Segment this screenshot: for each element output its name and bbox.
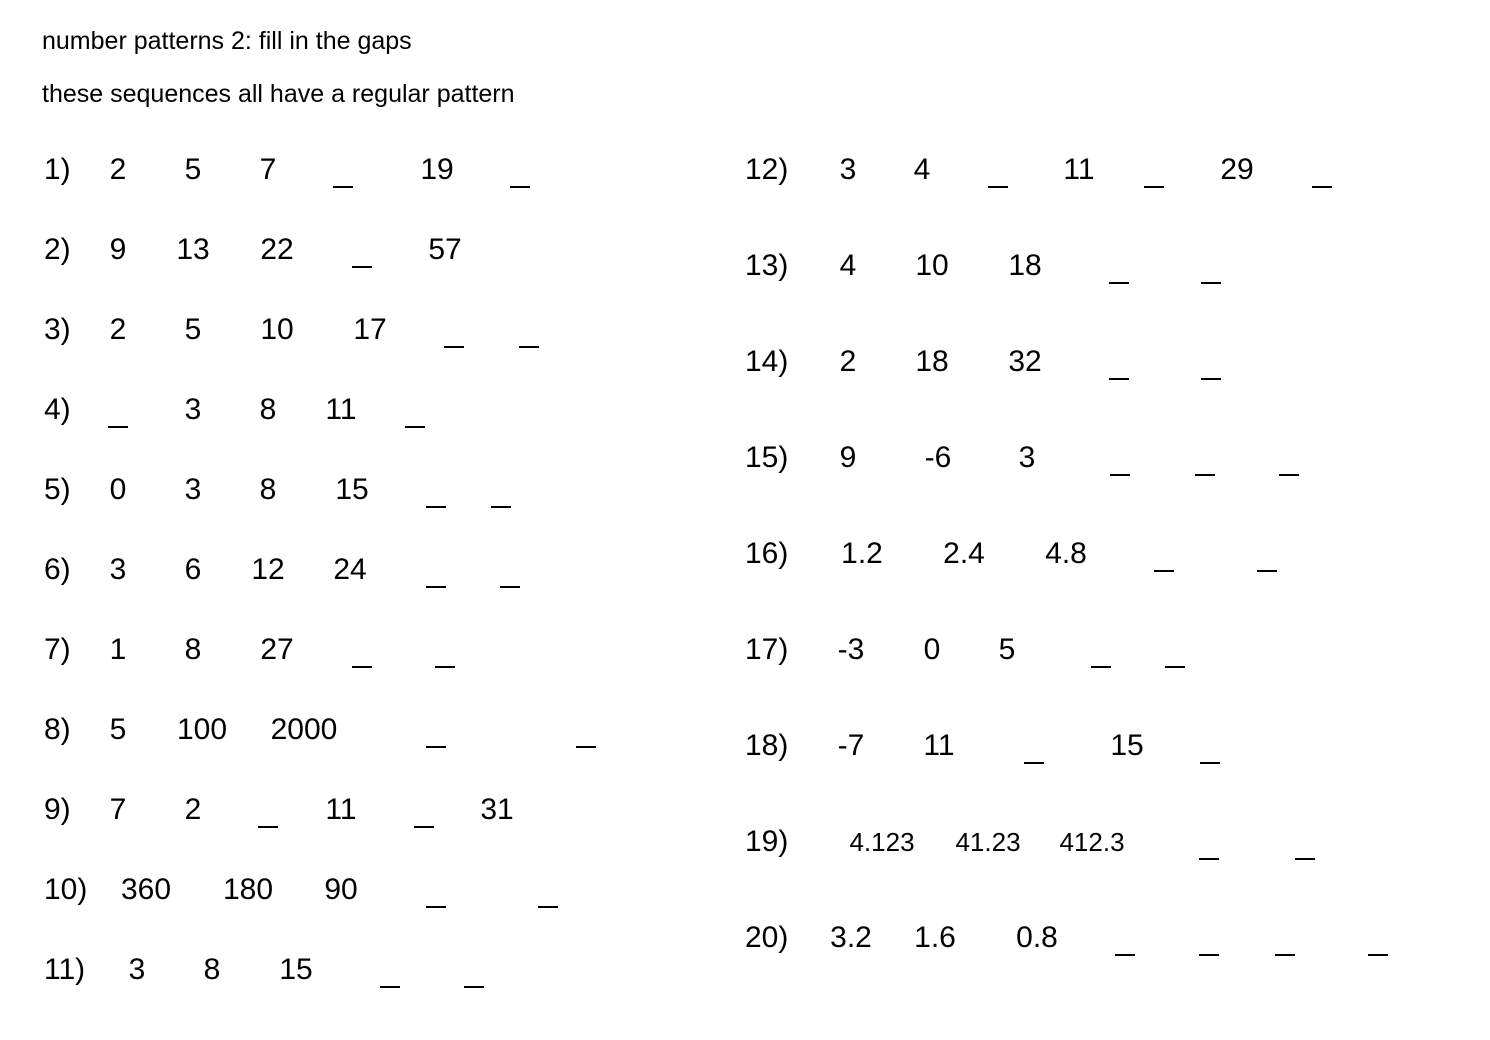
- sequence-term: 15: [335, 473, 369, 506]
- sequence-term: 2: [184, 793, 202, 826]
- sequence-term: 1.6: [914, 921, 956, 954]
- sequence-term: 11: [1063, 153, 1095, 186]
- answer-blank[interactable]: [1368, 954, 1388, 956]
- answer-blank[interactable]: [1295, 858, 1315, 860]
- sequence-term: 90: [324, 873, 358, 906]
- problem-number: 9): [44, 793, 71, 826]
- sequence-term: 0: [109, 473, 127, 506]
- sequence-term: 12: [251, 553, 285, 586]
- sequence-term: 3: [184, 473, 202, 506]
- sequence-term: 4.123: [849, 827, 915, 857]
- answer-blank[interactable]: [405, 426, 425, 428]
- sequence-term: 5: [184, 313, 202, 346]
- sequence-term: 0: [923, 633, 941, 666]
- sequence-term: 8: [203, 953, 221, 986]
- answer-blank[interactable]: [1195, 474, 1215, 476]
- answer-blank[interactable]: [1109, 282, 1129, 284]
- sequence-term: 6: [184, 553, 202, 586]
- answer-blank[interactable]: [1024, 762, 1044, 764]
- problem-number: 15): [745, 441, 789, 474]
- problem-number: 2): [44, 233, 71, 266]
- sequence-term: 10: [915, 249, 949, 282]
- sequence-term: 3: [839, 153, 857, 186]
- problem-number: 3): [44, 313, 71, 346]
- sequence-term: 24: [333, 553, 367, 586]
- sequence-term: 10: [260, 313, 294, 346]
- sequence-term: 100: [176, 713, 228, 746]
- sequence-term: 57: [428, 233, 462, 266]
- problem-row: [0, 390, 1490, 430]
- problem-number: 11): [44, 953, 86, 986]
- sequence-term: 3: [109, 553, 127, 586]
- sequence-term: 8: [259, 393, 277, 426]
- problem-row: [0, 918, 1490, 958]
- sequence-term: -6: [924, 441, 952, 474]
- sequence-term: 11: [325, 793, 357, 826]
- sequence-term: 2.4: [943, 537, 985, 570]
- sequence-term: 4.8: [1045, 537, 1087, 570]
- answer-blank[interactable]: [1115, 954, 1135, 956]
- answer-blank[interactable]: [500, 586, 520, 588]
- sequence-term: 31: [480, 793, 514, 826]
- answer-blank[interactable]: [426, 906, 446, 908]
- sequence-term: 5: [109, 713, 127, 746]
- problem-number: 6): [44, 553, 71, 586]
- sequence-term: 7: [259, 153, 277, 186]
- sequence-term: 0.8: [1016, 921, 1058, 954]
- sequence-term: 180: [222, 873, 274, 906]
- sequence-term: 15: [279, 953, 313, 986]
- answer-blank[interactable]: [1109, 378, 1129, 380]
- sequence-term: 2: [839, 345, 857, 378]
- sequence-term: 9: [839, 441, 857, 474]
- sequence-term: 4: [913, 153, 931, 186]
- problem-number: 14): [745, 345, 789, 378]
- problem-number: 8): [44, 713, 71, 746]
- problem-number: 17): [745, 633, 789, 666]
- sequence-term: 3: [128, 953, 146, 986]
- sequence-term: 27: [260, 633, 294, 666]
- answer-blank[interactable]: [108, 426, 128, 428]
- problem-row: [0, 630, 1490, 670]
- sequence-term: 8: [184, 633, 202, 666]
- answer-blank[interactable]: [426, 586, 446, 588]
- problem-row: [0, 726, 1490, 766]
- answer-blank[interactable]: [491, 506, 511, 508]
- sequence-term: 4: [839, 249, 857, 282]
- answer-blank[interactable]: [464, 986, 484, 988]
- answer-blank[interactable]: [380, 986, 400, 988]
- problem-number: 16): [745, 537, 789, 570]
- problem-row: [0, 246, 1490, 286]
- sequence-term: 5: [998, 633, 1016, 666]
- problem-number: 20): [745, 921, 789, 954]
- sequence-term: 412.3: [1059, 827, 1125, 857]
- problem-row: [0, 342, 1490, 382]
- sequence-term: 8: [259, 473, 277, 506]
- sequence-term: -3: [837, 633, 865, 666]
- answer-blank[interactable]: [1201, 378, 1221, 380]
- sequence-term: 360: [120, 873, 172, 906]
- answer-blank[interactable]: [538, 906, 558, 908]
- sequence-term: 41.23: [955, 827, 1021, 857]
- problem-number: 18): [745, 729, 789, 762]
- sequence-term: 9: [109, 233, 127, 266]
- sequence-term: 3: [184, 393, 202, 426]
- answer-blank[interactable]: [988, 186, 1008, 188]
- sequence-term: 3.2: [830, 921, 872, 954]
- sequence-term: 22: [260, 233, 294, 266]
- problem-number: 7): [44, 633, 71, 666]
- sequence-term: 3: [1018, 441, 1036, 474]
- sequence-term: 17: [353, 313, 387, 346]
- sequence-term: 19: [420, 153, 454, 186]
- answer-blank[interactable]: [1144, 186, 1164, 188]
- sequence-term: 32: [1008, 345, 1042, 378]
- problem-row: [0, 150, 1490, 190]
- problem-number: 5): [44, 473, 71, 506]
- problem-number: 12): [745, 153, 789, 186]
- answer-blank[interactable]: [1279, 474, 1299, 476]
- problem-row: [0, 438, 1490, 478]
- sequence-term: 11: [923, 729, 955, 762]
- answer-blank[interactable]: [1200, 762, 1220, 764]
- sequence-term: 2: [109, 153, 127, 186]
- answer-blank[interactable]: [1154, 570, 1174, 572]
- answer-blank[interactable]: [1199, 954, 1219, 956]
- problem-number: 10): [44, 873, 88, 906]
- sequence-term: 15: [1110, 729, 1144, 762]
- answer-blank[interactable]: [1110, 474, 1130, 476]
- sequence-term: 1.2: [841, 537, 883, 570]
- worksheet-subtitle: these sequences all have a regular pattern: [42, 80, 515, 108]
- answer-blank[interactable]: [1091, 666, 1111, 668]
- problem-number: 1): [44, 153, 71, 186]
- problem-number: 4): [44, 393, 71, 426]
- answer-blank[interactable]: [1165, 666, 1185, 668]
- sequence-term: 13: [176, 233, 210, 266]
- problem-number: 19): [745, 825, 789, 858]
- sequence-term: 1: [109, 633, 127, 666]
- answer-blank[interactable]: [1201, 282, 1221, 284]
- problem-number: 13): [745, 249, 789, 282]
- sequence-term: 29: [1220, 153, 1254, 186]
- problem-row: [0, 534, 1490, 574]
- answer-blank[interactable]: [1312, 186, 1332, 188]
- answer-blank[interactable]: [1257, 570, 1277, 572]
- sequence-term: -7: [837, 729, 865, 762]
- problem-row: [0, 822, 1490, 862]
- sequence-term: 2: [109, 313, 127, 346]
- problem-row: [0, 870, 1490, 910]
- sequence-term: 7: [109, 793, 127, 826]
- answer-blank[interactable]: [1199, 858, 1219, 860]
- worksheet-title: number patterns 2: fill in the gaps: [42, 27, 412, 55]
- sequence-term: 5: [184, 153, 202, 186]
- sequence-term: 18: [915, 345, 949, 378]
- sequence-term: 18: [1008, 249, 1042, 282]
- answer-blank[interactable]: [1275, 954, 1295, 956]
- sequence-term: 11: [325, 393, 357, 426]
- sequence-term: 2000: [270, 713, 338, 746]
- answer-blank[interactable]: [426, 506, 446, 508]
